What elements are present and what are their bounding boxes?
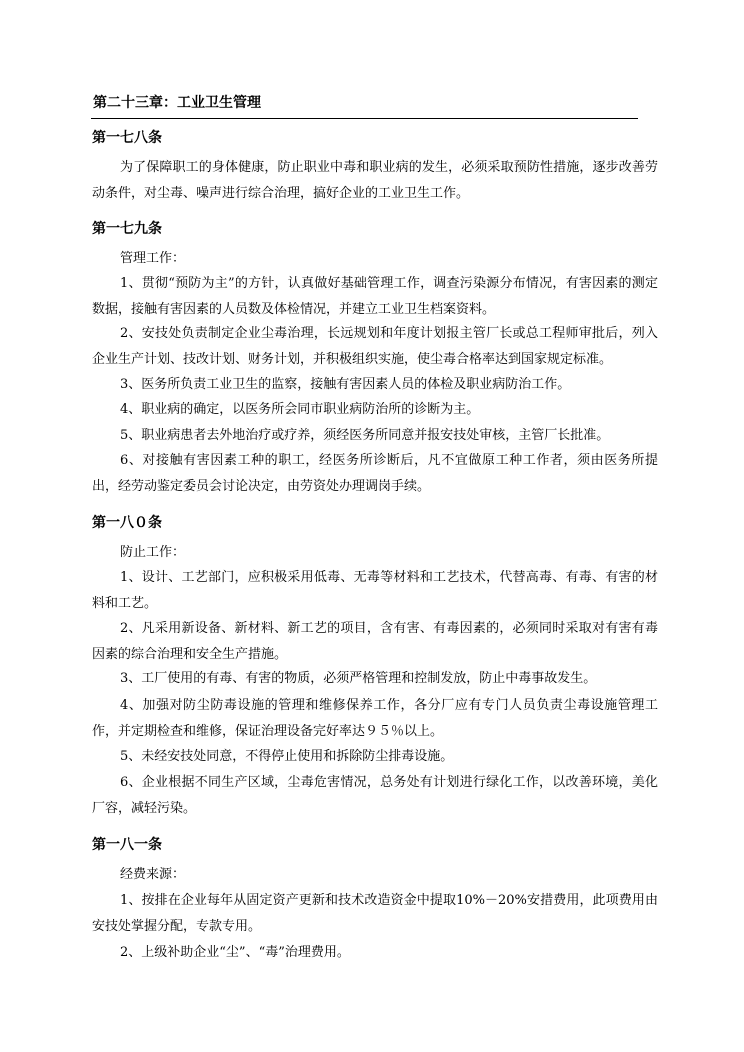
paragraph: 防止工作：	[120, 545, 186, 560]
article-heading-180: 第一八０条	[92, 515, 162, 531]
paragraph: 1、设计、工艺部门，应积极采用低毒、无毒等材料和工艺技术，代替高毒、有毒、有害的材料和工艺。	[92, 570, 658, 611]
chapter-title: 第二十三章：工业卫生管理	[93, 95, 261, 111]
paragraph: 1、按排在企业每年从固定资产更新和技术改造资金中提取10%－20%安措费用，此项费用由安技处掌握分配，专款专用。	[92, 893, 658, 934]
paragraph: 3、医务所负责工业卫生的监察，接触有害因素人员的体检及职业病防治工作。	[120, 377, 571, 392]
paragraph: 5、职业病患者去外地治疗或疗养，须经医务所同意并报安技处审核，主管厂长批准。	[120, 428, 610, 443]
paragraph: 2、凡采用新设备、新材料、新工艺的项目，含有害、有毒因素的，必须同时采取对有害有毒因素的综合治理和安全生产措施。	[92, 621, 658, 662]
paragraph: 3、工厂使用的有毒、有害的物质，必须严格管理和控制发放，防止中毒事故发生。	[120, 671, 597, 686]
paragraph: 管理工作：	[120, 251, 186, 266]
paragraph: 为了保障职工的身体健康，防止职业中毒和职业病的发生，必须采取预防性措施，逐步改善劳动条件，对尘毒、噪声进行综合治理，搞好企业的工业卫生工作。	[92, 160, 658, 201]
article-heading-181: 第一八一条	[92, 837, 162, 853]
paragraph: 4、职业病的确定，以医务所会同市职业病防治所的诊断为主。	[120, 402, 480, 417]
paragraph: 2、上级补助企业“尘”、“毒”治理费用。	[120, 945, 350, 960]
paragraph: 经费来源：	[120, 867, 186, 882]
article-heading-178: 第一七八条	[92, 130, 162, 146]
title-divider	[91, 118, 638, 119]
paragraph: 4、加强对防尘防毒设施的管理和维修保养工作，各分厂应有专门人员负责尘毒设施管理工作，并定期检查和维修，保证治理设备完好率达９５％以上。	[92, 698, 658, 739]
paragraph: 1、贯彻“预防为主”的方针，认真做好基础管理工作，调查污染源分布情况，有害因素的测定数据，接触有害因素的人员数及体检情况，并建立工业卫生档案资料。	[92, 276, 658, 317]
paragraph: 5、未经安技处同意，不得停止使用和拆除防尘排毒设施。	[120, 749, 454, 764]
paragraph: 2、安技处负责制定企业尘毒治理，长远规划和年度计划报主管厂长或总工程师审批后，列入企业生产计划、技改计划、财务计划，并积极组织实施，使尘毒合格率达到国家规定标准。	[92, 326, 658, 367]
paragraph: 6、企业根据不同生产区域，尘毒危害情况，总务处有计划进行绿化工作，以改善环境，美化厂容，减轻污染。	[92, 775, 658, 816]
paragraph: 6、对接触有害因素工种的职工，经医务所诊断后，凡不宜做原工种工作者，须由医务所提出，经劳动鉴定委员会讨论决定，由劳资处办理调岗手续。	[92, 453, 658, 494]
article-heading-179: 第一七九条	[92, 221, 162, 237]
